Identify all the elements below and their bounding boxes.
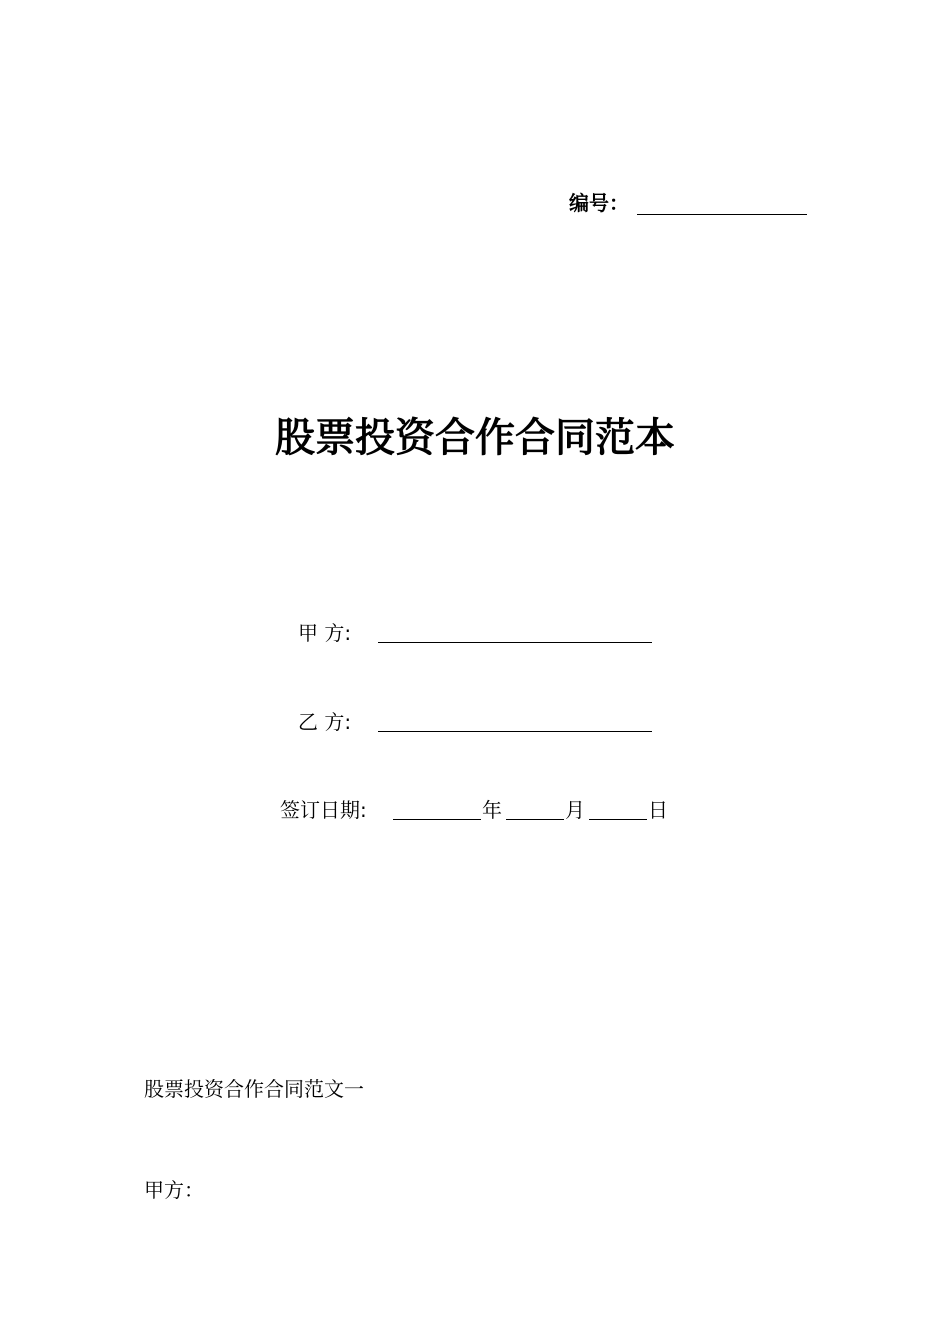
body-party-a-line: 甲方：	[144, 1178, 204, 1202]
document-title: 股票投资合作合同范本	[275, 415, 675, 461]
party-a-label: 甲 方:	[298, 621, 352, 645]
year-blank	[393, 819, 481, 820]
month-label: 月	[565, 798, 585, 822]
year-label: 年	[482, 798, 502, 822]
serial-number-blank	[637, 214, 807, 215]
signing-date-label: 签订日期:	[280, 798, 367, 822]
body-heading: 股票投资合作合同范文一	[144, 1077, 364, 1101]
month-blank	[506, 819, 564, 820]
day-label: 日	[648, 798, 668, 822]
party-b-label: 乙 方:	[298, 710, 352, 734]
day-blank	[589, 819, 647, 820]
party-a-blank	[378, 642, 652, 643]
party-b-blank	[378, 731, 652, 732]
serial-number-label: 编号：	[569, 191, 629, 215]
